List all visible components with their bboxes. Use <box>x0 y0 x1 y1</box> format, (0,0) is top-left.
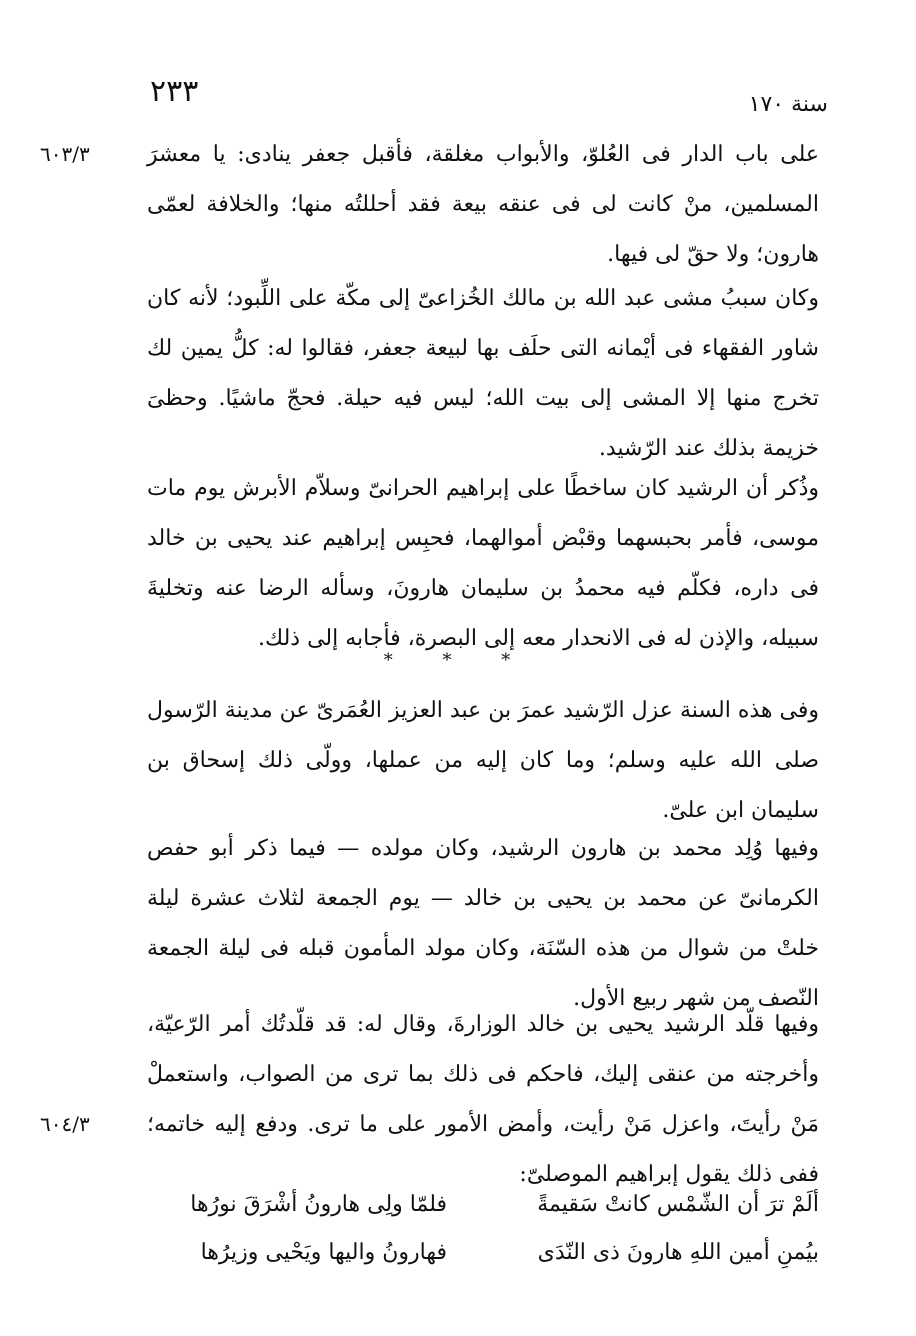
paragraph-text: وفيها وُلِد محمد بن هارون الرشيد، وكان مولده — فيما ذكر أبو حفص الكرمانىّ عن محمد بن يحيى بن خالد — يوم الجمعة لثلاث عشرة ليلة خلتْ من شوال من هذه السّنَة، وكان مولد المأمون قبله فى ليلة الجمعة النّصف من شهر ربيع الأول. <box>147 836 819 1011</box>
paragraph <box>147 1000 819 1200</box>
poem-verse <box>147 1228 819 1278</box>
verse-first-hemistich: ألَمْ ترَ أن الشّمْس كانتْ سَقيمةً <box>537 1192 819 1217</box>
verse-first-hemistich: بيُمنِ أمين اللهِ هارونَ ذى النّدَى <box>537 1240 819 1265</box>
paragraph-text: وذُكر أن الرشيد كان ساخطًا على إبراهيم الحرانىّ وسلاّم الأبرش يوم مات موسى، فأمر بحبسهما وقبْض أموالهما، فحبِس إبراهيم عند يحيى بن خالد فى داره، فكلّم فيه محمدُ بن سليمان هارونَ، وسأله الرضا عنه وتخليةَ سبيله، والإذن له فى الانحدار معه إلى البصرة، فأجابه إلى ذلك. <box>147 476 819 651</box>
paragraph-text: وكان سببُ مشى عبد الله بن مالك الخُزاعىّ إلى مكّة على اللِّبود؛ لأنه كان شاور الفقهاء فى أيْمانه التى حلَف بها لبيعة جعفر، فقالوا له: كلُّ يمين لك تخرج منها إلا المشى إلى بيت الله؛ ليس فيه حيلة. فحجّ ماشيًا. وحظىَ خزيمة بذلك عند الرّشيد. <box>147 286 819 461</box>
paragraph <box>147 274 819 474</box>
margin-reference: ٦٠٤/٣ <box>40 1112 90 1136</box>
paragraph-text: وفى هذه السنة عزل الرّشيد عمرَ بن عبد العزيز العُمَرىّ عن مدينة الرّسول صلى الله عليه وسلم؛ وما كان إليه من عملها، وولّى ذلك إسحاق بن سليمان ابن علىّ. <box>147 698 819 823</box>
paragraph-text: وفيها قلّد الرشيد يحيى بن خالد الوزارةَ، وقال له: قد قلّدتُك أمر الرّعيّة، وأخرجته من عنقى إليك، فاحكم فى ذلك بما ترى من الصواب، واستعملْ مَنْ رأيتَ، واعزل مَنْ رأيت، وأمض الأمور على ما ترى. ودفع إليه خاتمه؛ ففى ذلك يقول إبراهيم الموصلىّ: <box>147 1012 819 1187</box>
paragraph <box>147 824 819 1024</box>
poem-verse <box>147 1180 819 1230</box>
paragraph-text: على باب الدار فى العُلوّ، والأبواب مغلقة، فأقبل جعفر ينادى: يا معشرَ المسلمين، منْ كانت لى فى عنقه بيعة فقد أحللتُه منها؛ والخلافة لعمّى هارون؛ ولا حقّ لى فيها. <box>147 142 819 267</box>
margin-reference: ٦٠٣/٣ <box>40 142 90 166</box>
verse-second-hemistich: فهارونُ واليها ويَحْيى وزيرُها <box>200 1240 447 1265</box>
paragraph <box>147 130 819 280</box>
verse-second-hemistich: فلمّا ولِى هارونُ أشْرَقَ نورُها <box>190 1192 447 1217</box>
paragraph <box>147 464 819 664</box>
section-separator: * * * <box>383 650 533 671</box>
paragraph <box>147 686 819 836</box>
page-number: ٢٣٣ <box>150 74 199 109</box>
running-header-year: سنة ١٧٠ <box>748 92 828 117</box>
